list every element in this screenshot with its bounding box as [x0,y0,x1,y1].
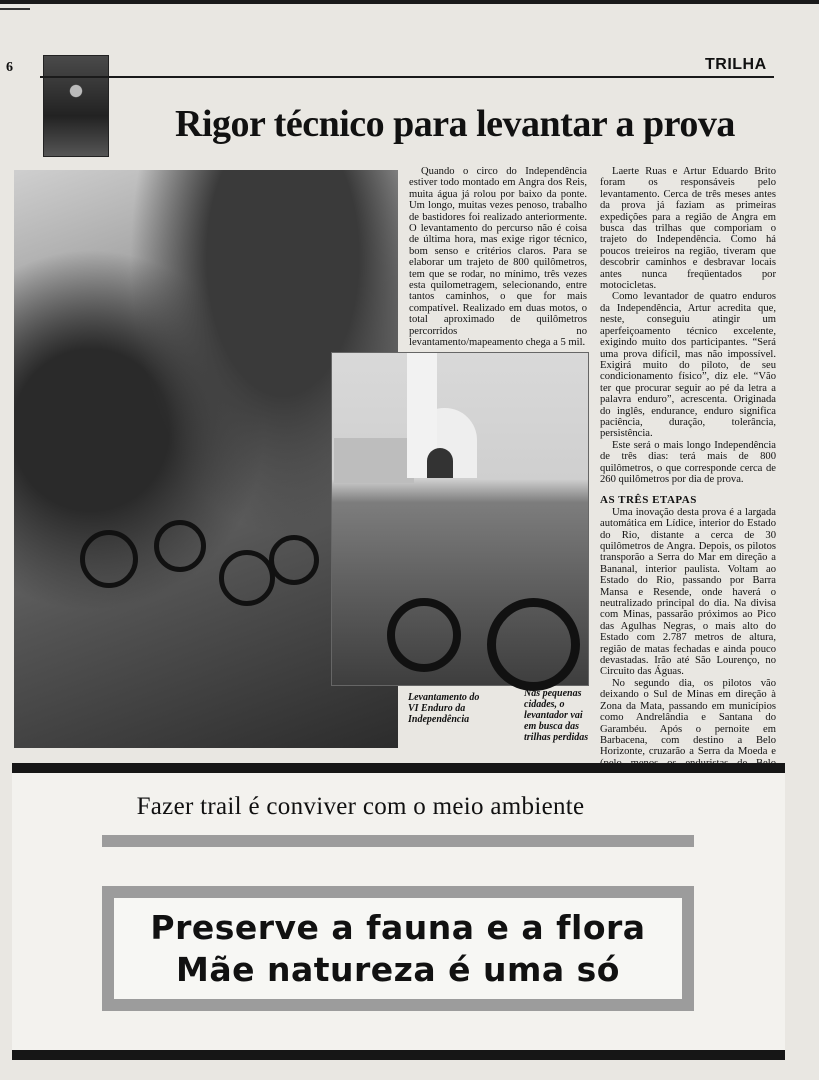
page-number: 6 [6,60,13,75]
article-column-middle [409,166,587,349]
page-corner-mark [0,8,30,10]
paragraph: Como levantador de quatro enduros da Independência, Artur acredita que, neste, conseguiu atingir um aperfeiçoamento técnico excelente, exigindo muito dos participantes. “Será uma prova difícil, mas não impossível. Exigirá muito do piloto, de seu condicionamento físico”, diz ele. “Vão ter que procurar seguir ao pé da letra a palavra enduro”, acrescenta. Originada do inglês, endurance, enduro significa paciência, duração, tolerância, persistência. [600,291,776,440]
paragraph: Laerte Ruas e Artur Eduardo Brito foram os responsáveis pelo levantamento. Cerca de três meses antes da prova já faziam as primeiras expedições para a região de Angra em busca das trilhas que comporiam o trajeto do Independência. Como há poucos treieiros na região, tiveram que descobrir caminhos e desbravar locais antes nunca freqüentados por motocicletas. [600,166,776,292]
church-building [334,438,414,483]
motorcycle-wheel [80,530,138,588]
section-heading: AS TRÊS ETAPAS [600,494,697,507]
paragraph: Quando o circo do Independência estiver todo montado em Angra dos Reis, muita água já rolou por baixo da ponte. Um longo, muitas vezes penoso, trabalho de bastidores foi realizado anteriormente. O levantamento do percurso não é coisa de última hora, mas exige rigor técnico, bom senso e critérios claros. Para se elaborar um trajeto de 800 quilômetros, tem que se rodar, no mínimo, três vezes esta quilometragem, selecionando, entre tantos caminhos, o que for mais compatível. Realizado em duas motos, o total aproximado de quilômetros percorridos no levantamento/mapeamento chega a 5 mil. [409,166,587,349]
magazine-logo: TRILHA [705,56,767,73]
paragraph: No segundo dia, os pilotos vão deixando o Sul de Minas em direção à Zona da Mata, passando em municípios como Andrelândia e Santana do Garambéu. Após o pernoite em Barbacena, com destino a Belo Horizonte, cruzarão a Serra da Moeda e [600,677,776,758]
rider-thumbnail-photo [43,55,109,157]
ad-line-2: Mãe natureza é uma só [176,949,620,989]
motorcycle-wheel [269,535,319,585]
header-rule [40,76,774,78]
paragraph: Este será o mais longo Independência de três dias: terá mais de 800 quilômetros, o que corresponde cerca de 260 quilômetros por dia de prova. [600,439,776,485]
ad-message [114,898,682,999]
motorcycle-wheel [154,520,206,572]
ad-message-frame [102,886,694,1011]
inset-photo-church-and-motorcycle [331,352,589,686]
ad-divider-bar [102,835,694,847]
page-top-border [0,0,819,4]
environment-ad [12,763,785,1060]
motorcycle-wheel [487,598,580,691]
paragraph: Uma inovação desta prova é a largada automática em Lídice, interior do Estado do Rio, distante a cerca de 30 quilômetros de Angra. Depois, os pilotos transporão a Serra do Mar em direção a Bananal, interior paulista. Voltam ao Estado do Rio, passando por Barra Mansa e Resende, onde haverá o neutralizado principal do dia. Na divisa com Minas, passarão próximos ao Pico das Agulhas Negras, o mais alto do Estado com 2.787 metros de altura, região de matas fechadas e ainda pouco devastadas. Irão até São Lourenço, no Circuito das Águas. [600,506,776,678]
motorcycle-wheel [219,550,275,606]
article-headline: Rigor técnico para levantar a prova [175,103,735,145]
photo-caption-right: Nas pequenas cidades, o levantador vai em busca das trilhas perdidas [524,688,589,743]
article-column-right [600,166,776,792]
church-door [427,448,453,478]
ad-line-1: Preserve a fauna e a flora [150,907,646,947]
motorcycle-wheel [387,598,461,672]
photo-caption-left: Levantamento do VI Enduro da Independência [408,692,480,725]
ad-slogan: Fazer trail é conviver com o meio ambiente [136,793,585,820]
